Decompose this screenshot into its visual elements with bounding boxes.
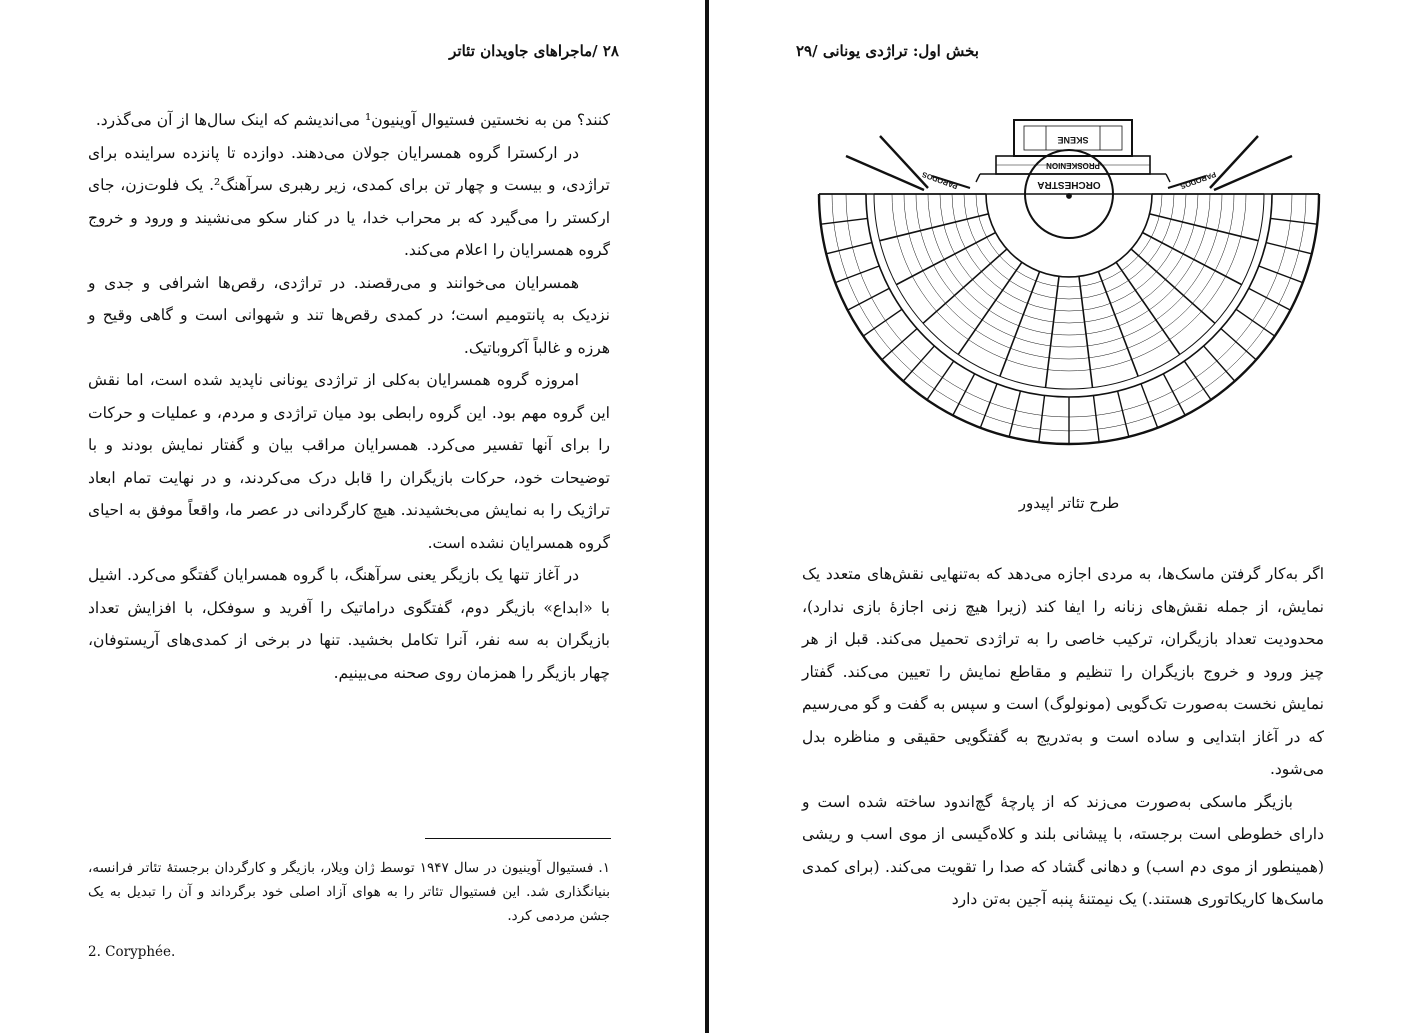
page-gutter <box>705 0 709 1033</box>
footnotes <box>88 856 610 928</box>
stairway-line <box>863 309 902 336</box>
page-header: بخش اول: تراژدی یونانی /۲۹ <box>796 42 979 60</box>
paragraph: در ارکسترا گروه همسرایان جولان می‌دهند. دوازده تا پانزده سراینده برای تراژدی، و بیست و چهار تن برای کمدی، زیر رهبری سرآهنگ². یک فلوت‌زن، جای ارکستر را می‌گیرد که بر محراب خدا، یا در کنار سکو می‌نشیند و ورود و خروج گروه همسرایان را اعلام می‌کند. <box>88 143 610 259</box>
paragraph: اگر به‌کار گرفتن ماسک‌ها، به مردی اجازه می‌دهد که به‌تنهایی نقش‌های متعدد یک نمایش، از جمله نقش‌های زنانه را ایفا کند (زیرا هیچ زنی اجازهٔ بازی ندارد)، محدودیت تعداد بازیگران، ترکیب خاصی را به تراژدی تحمیل می‌کند. قبل از هر چیز ورود و خروج بازیگران را تنظیم و مقاطع نمایش را تعیین می‌کند. گفتار نمایش نخست به‌صورت تک‌گویی (مونولوگ) است و سپس به گفت و گو می‌رسیم که در آغاز ابتدایی و ساده است و به‌تدریج به گفتگویی حقیقی و مناظره بدل می‌شود. <box>802 565 1324 778</box>
label-parodos-left: PARODOS <box>920 169 959 192</box>
paragraph: در آغاز تنها یک بازیگر یعنی سرآهنگ، با گروه همسرایان گفتگو می‌کرد. اشیل با «ابداع» بازیگر دوم، گفتگوی دراماتیک را آفرید و سوفکل، با افزایش تعداد بازیگران به سه نفر، آنرا تکامل بخشید. تنها در برخی از کمدی‌های آریستوفان، چهار بازیگر را همزمان روی صحنه می‌بینیم. <box>88 566 610 682</box>
figure-caption: طرح تئاتر اپیدور <box>1018 494 1120 512</box>
stairway-line <box>880 214 989 241</box>
stairway-line <box>927 361 954 400</box>
stairway-line <box>826 243 872 254</box>
stairway-line <box>1093 396 1099 443</box>
page-header: ۲۸ /ماجراهای جاویدان تئاتر <box>449 42 619 60</box>
label-skene: SKENE <box>1057 135 1089 145</box>
label-parodos-right: PARODOS <box>1179 169 1218 192</box>
body-text <box>802 558 1324 916</box>
stairway-line <box>1150 214 1259 241</box>
stairway-line <box>1039 396 1045 443</box>
footnote: ۱. فستیوال آوینیون در سال ۱۹۴۷ توسط ژان ویلار، بازیگر و کارگردان برجستهٔ تئاتر فرانسه، بنیانگذاری شد. این فستیوال تئاتر را به هوای آزاد اصلی خود برگرداند و آن را تبدیل به یک جشن مردمی کرد. <box>88 860 610 924</box>
paragraph: کنند؟ من به نخستین فستیوال آوینیون¹ می‌اندیشم که اینک سال‌ها از آن می‌گذرد. <box>95 111 610 129</box>
stairway-line <box>1184 361 1211 400</box>
label-orchestra: ORCHESTRA <box>1037 179 1101 190</box>
body-text <box>88 104 610 689</box>
stairway-line <box>1116 262 1180 354</box>
stairway-line <box>1131 249 1215 323</box>
stairway-line <box>1098 272 1138 377</box>
stairway-line <box>1236 309 1275 336</box>
right-page <box>710 0 1416 1033</box>
stairway-line <box>958 262 1022 354</box>
theater-plan-figure <box>806 118 1332 460</box>
stairway-line <box>923 249 1007 323</box>
stairway-line <box>835 266 879 283</box>
stairway-line <box>1142 233 1241 285</box>
paragraph: همسرایان می‌خوانند و می‌رقصند. در تراژدی، رقص‌ها اشرافی و جدی و نزدیک به پانتومیم است؛ در کمدی رقص‌ها تند و شهوانی است و گاهی وقیح و هرزه و غالباً آکروباتیک. <box>88 273 610 357</box>
stairway-line <box>980 384 997 428</box>
stairway-line <box>1221 329 1256 360</box>
footnote-divider <box>425 838 611 839</box>
label-proskenion: PROSKENION <box>1046 161 1100 170</box>
stairway-line <box>882 329 917 360</box>
stairway-line <box>1141 384 1158 428</box>
stairway-line <box>896 233 995 285</box>
left-page <box>0 0 705 1033</box>
stairway-line <box>1009 391 1020 437</box>
stairway-line <box>1118 391 1129 437</box>
stairway-line <box>1000 272 1040 377</box>
stairway-line <box>1204 346 1235 381</box>
stairway-line <box>821 218 868 224</box>
stairway-line <box>1079 276 1093 387</box>
stairway-line <box>903 346 934 381</box>
stairway-line <box>1266 243 1312 254</box>
paragraph: بازیگر ماسکی به‌صورت می‌زند که از پارچهٔ گچ‌اندود ساخته شده است و دارای خطوطی است برجسته، با پیشانی بلند و کلاه‌گیسی از موی اسب و ریشی (همینطور از موی دم اسب) و دهانی گشاد که صدا را تقویت می‌کند. (برای کمدی ماسک‌ها کاریکاتوری هستند.) یک نیمتنهٔ پنبه آجین به‌تن دارد <box>802 792 1324 908</box>
footnote-latin: 2. Coryphée. <box>88 944 176 960</box>
stairway-line <box>1259 266 1303 283</box>
stairway-line <box>1271 218 1318 224</box>
paragraph: امروزه گروه همسرایان به‌کلی از تراژدی یونانی ناپدید شده است، اما نقش این گروه مهم بود. این گروه رابطی بود میان تراژدی و مردم، و عملیات و حرکات را برای آنها تفسیر می‌کرد. همسرایان مراقب بیان و گفتار نمایش بودند و با توضیحات خود، حرکات بازیگران را قابل درک می‌کردند، و در نهایت تمام ابعاد تراژیک را به نمایش می‌بخشیدند. هیچ کارگردانی در عصر ما، واقعاً موفق به احیای گروه همسرایان نشده است. <box>88 371 610 552</box>
stairway-line <box>1045 276 1059 387</box>
